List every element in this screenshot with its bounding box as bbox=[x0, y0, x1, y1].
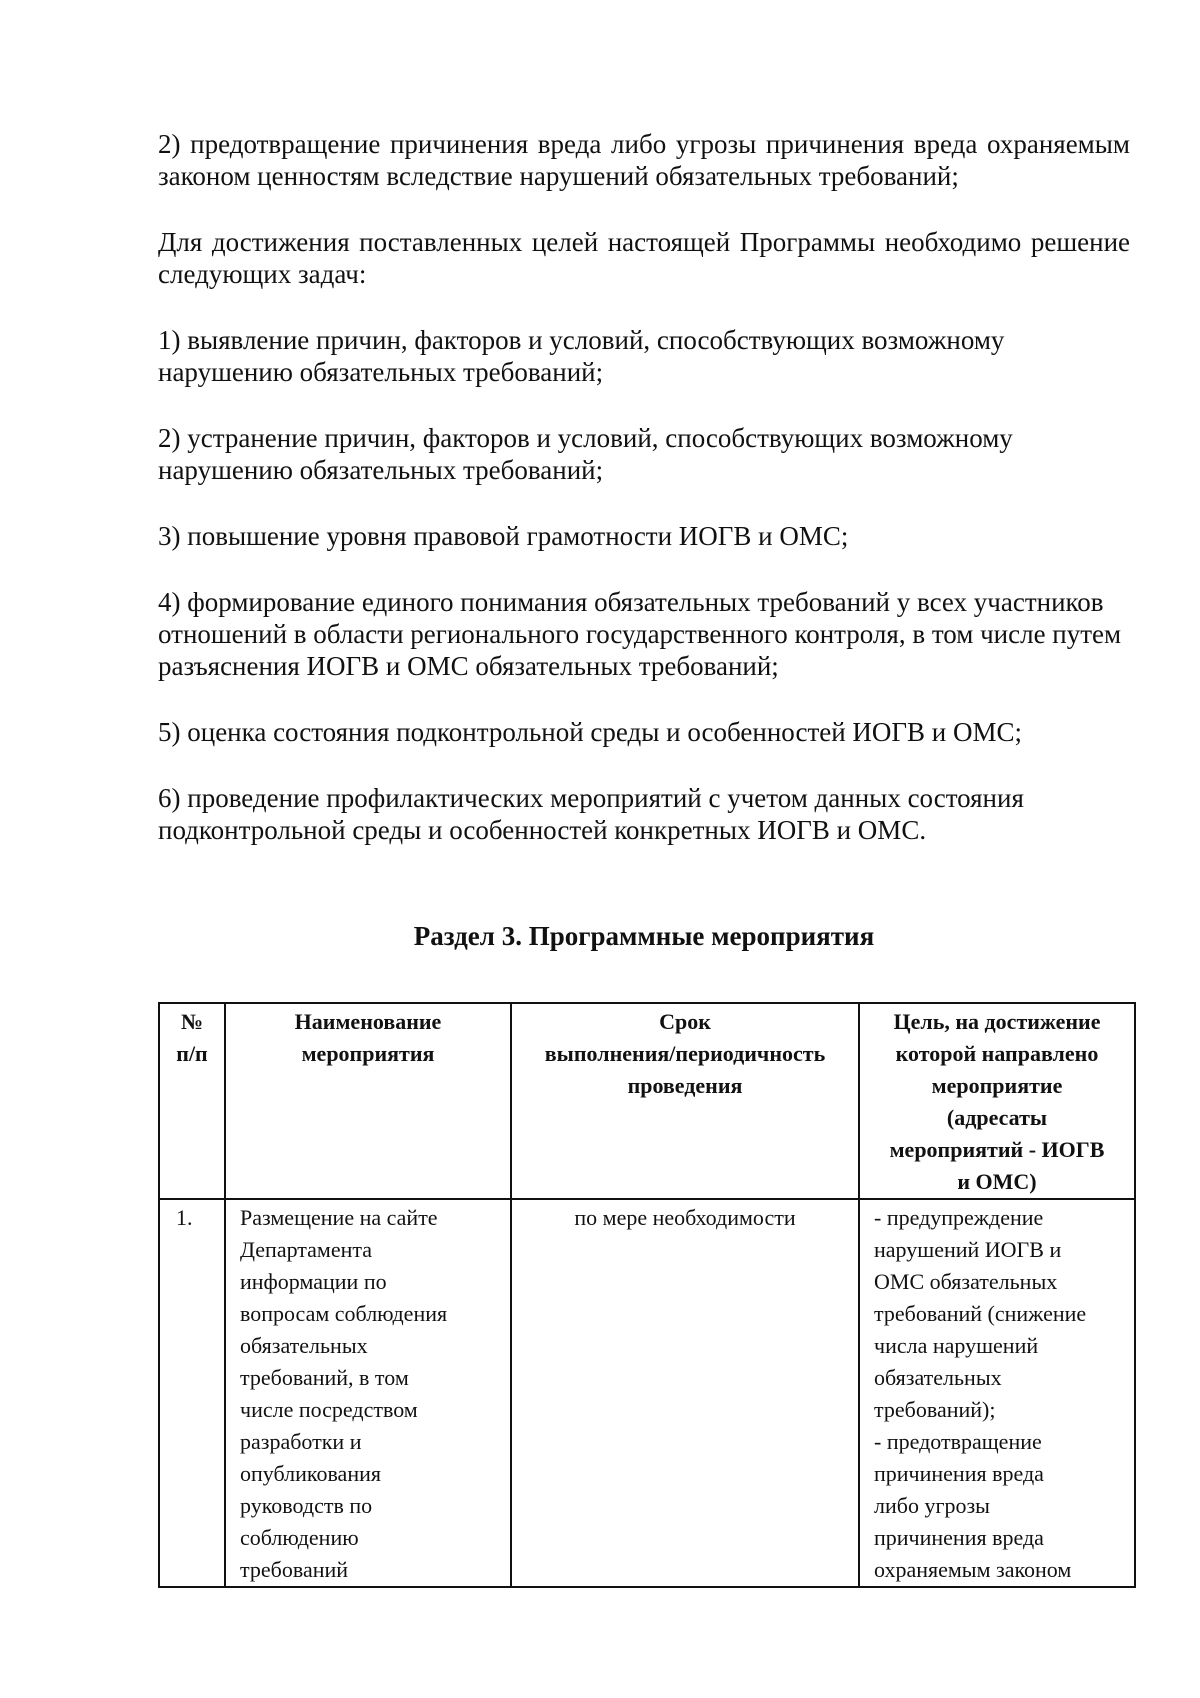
cell-term: по мере необходимости bbox=[511, 1199, 859, 1587]
cell-goal: - предупреждение нарушений ИОГВ и ОМС обязательных требований (снижение числа нарушений обязательных требований); - предотвращение причинения вреда либо угрозы причинения вреда охраняемым законом bbox=[859, 1199, 1135, 1587]
paragraph-task-5: 5) оценка состояния подконтрольной среды и особенностей ИОГВ и ОМС; bbox=[158, 717, 1023, 747]
header-term: Срок выполнения/периодичность проведения bbox=[511, 1003, 859, 1199]
table-row bbox=[159, 1199, 1135, 1587]
body-text bbox=[158, 128, 1130, 846]
header-goal: Цель, на достижение которой направлено мероприятие (адресаты мероприятий - ИОГВ и ОМС) bbox=[859, 1003, 1135, 1199]
paragraph-task-2: 2) устранение причин, факторов и условий, способствующих возможному нарушению обязательных требований; bbox=[158, 423, 1013, 485]
paragraph-task-1: 1) выявление причин, факторов и условий, способствующих возможному нарушению обязательных требований; bbox=[158, 325, 1005, 387]
paragraph-task-4: 4) формирование единого понимания обязательных требований у всех участников отношений в области регионального государственного контроля, в том числе путем разъяснения ИОГВ и ОМС обязательных требований; bbox=[158, 587, 1122, 681]
paragraph-goal-2: 2) предотвращение причинения вреда либо угрозы причинения вреда охраняемым законом ценностям вследствие нарушений обязательных требований; bbox=[158, 129, 1130, 191]
section-title: Раздел 3. Программные мероприятия bbox=[413, 921, 875, 951]
paragraph-tasks-intro: Для достижения поставленных целей настоящей Программы необходимо решение следующих задач: bbox=[158, 227, 1130, 289]
paragraph-task-3: 3) повышение уровня правовой грамотности ИОГВ и ОМС; bbox=[158, 521, 849, 551]
cell-name: Размещение на сайте Департамента информации по вопросам соблюдения обязательных требований, в том числе посредством разработки и опубликования руководств по соблюдению требований bbox=[225, 1199, 511, 1587]
measures-table bbox=[158, 1002, 1136, 1588]
paragraph-task-6: 6) проведение профилактических мероприятий с учетом данных состояния подконтрольной среды и особенностей конкретных ИОГВ и ОМС. bbox=[158, 783, 1024, 845]
cell-num: 1. bbox=[159, 1199, 225, 1587]
header-name: Наименование мероприятия bbox=[225, 1003, 511, 1199]
header-num: № п/п bbox=[159, 1003, 225, 1199]
table-header-row bbox=[159, 1003, 1135, 1199]
